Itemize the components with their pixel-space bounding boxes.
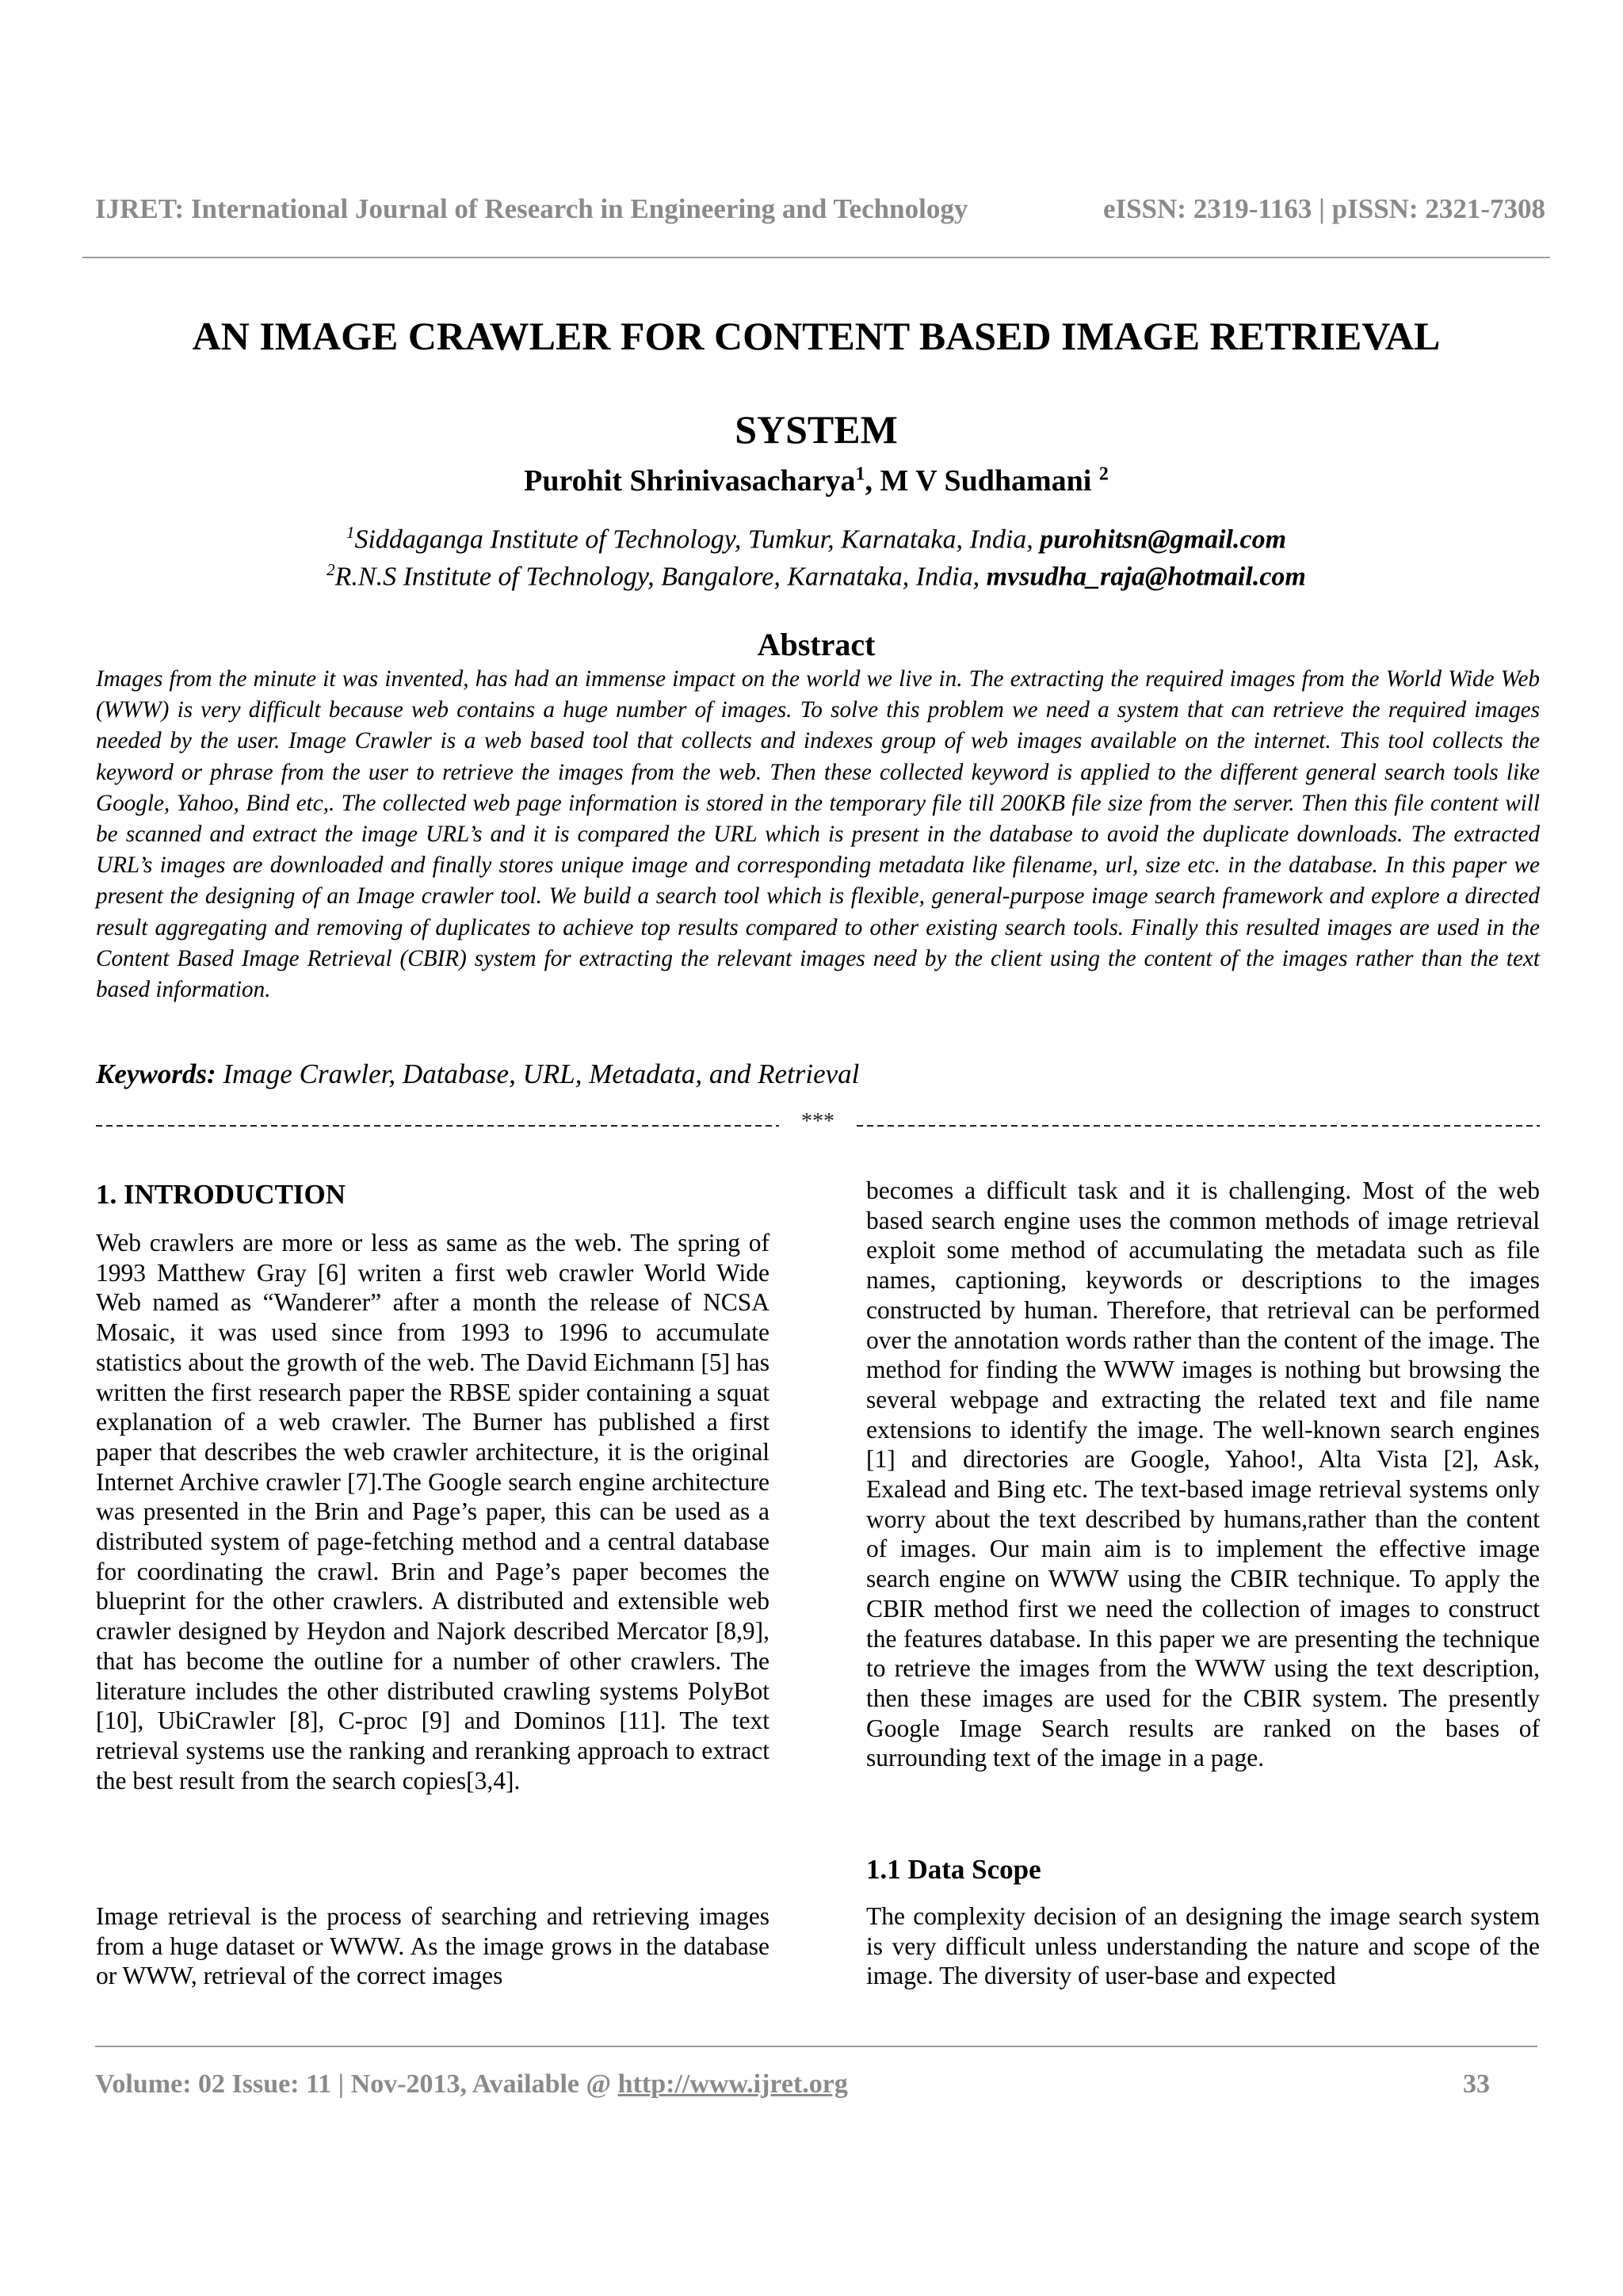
- journal-url-link[interactable]: http://www.ijret.org: [617, 2069, 848, 2099]
- section-1-1-heading: 1.1 Data Scope: [866, 1854, 1041, 1885]
- svg-text:***: ***: [801, 1111, 834, 1133]
- title-line-1: AN IMAGE CRAWLER FOR CONTENT BASED IMAGE RETRIEVAL: [192, 314, 1441, 358]
- affiliation-2-email[interactable]: mvsudha_raja@hotmail.com: [986, 562, 1306, 592]
- issn-info: eISSN: 2319-1163 | pISSN: 2321-7308: [1102, 193, 1545, 224]
- footer-rule: [95, 2046, 1537, 2047]
- data-scope-paragraph: The complexity decision of an designing the image search system is very difficult unless understanding the nature and scope of the image. The diversity of user-base and expected: [866, 1902, 1540, 1990]
- journal-name: IJRET: International Journal of Research in Engineering and Technology: [95, 193, 968, 224]
- author-2: M V Sudhamani: [880, 464, 1099, 498]
- author-list: [82, 463, 1550, 498]
- affiliation-1: [82, 523, 1550, 555]
- intro-paragraph-1: Web crawlers are more or less as same as the web. The spring of 1993 Matthew Gray [6] writen a first web crawler World Wide Web named as “Wanderer” after a month the release of NCSA Mosaic, it was used since from 1993 to 1996 to accumulate statistics about the growth of the web. The David Eichmann [5] has written the first research paper the RBSE spider containing a squat explanation of a web crawler. The Burner has published a first paper that describes the web crawler architecture, it is the original Internet Archive crawler [7].The Google search engine architecture was presented in the Brin and Page’s paper, this can be used as a distributed system of page-fetching method and a central database for coordinating the crawl. Brin and Page’s paper becomes the blueprint for the other crawlers. A distributed and extensible web crawler designed by Heydon and Najork described Mercator [8,9], that has become the outline for a number of other crawlers. The literature includes the other distributed crawling systems PolyBot [10], UbiCrawler [8], C-proc [9] and Dominos [11]. The text retrieval systems use the ranking and reranking approach to extract the best result from the search copies[3,4].: [96, 1229, 769, 1794]
- affiliation-2-mark: 2: [327, 560, 335, 579]
- keywords-label: Keywords:: [96, 1058, 216, 1089]
- keywords: [96, 1058, 1540, 1090]
- section-1-heading: 1. INTRODUCTION: [96, 1179, 346, 1210]
- author-separator: ,: [865, 464, 880, 498]
- page-footer: [95, 2069, 1490, 2100]
- intro-paragraph-3: becomes a difficult task and it is challenging. Most of the web based search engine uses the common methods of image retrieval exploit some method of accumulating the metadata such as file names, captioning, keywords or descriptions to the images constructed by human. Therefore, that retrieval can be performed over the annotation words rather than the content of the image. The method for finding the WWW images is nothing but browsing the several webpage and extracting the related text and file name extensions to identify the image. The well-known search engines [1] and directories are Google, Yahoo!, Alta Vista [2], Ask, Exalead and Bing etc. The text-based image retrieval systems only worry about the text described by humans,rather than the content of images. Our main aim is to implement the effective image search engine on WWW using the CBIR technique. To apply the CBIR method first we need the collection of images to construct the features database. In this paper we are presenting the technique to retrieve the images from the WWW using the text description, then these images are used for the CBIR system. The presently Google Image Search results are ranked on the bases of surrounding text of the image in a page.: [866, 1177, 1540, 1772]
- affiliation-1-mark: 1: [346, 523, 355, 542]
- author-1: Purohit Shrinivasacharya: [524, 464, 856, 498]
- page-number: 33: [1463, 2069, 1490, 2099]
- header-rule: [82, 257, 1550, 258]
- abstract-heading: Abstract: [757, 627, 876, 662]
- author-1-affil-mark: 1: [855, 463, 865, 485]
- affiliation-2-text: R.N.S Institute of Technology, Bangalore, Karnataka, India,: [334, 562, 987, 592]
- affiliation-1-text: Siddaganga Institute of Technology, Tumkur, Karnataka, India,: [354, 524, 1041, 555]
- affiliation-2: [82, 560, 1550, 592]
- intro-paragraph-2: Image retrieval is the process of searching and retrieving images from a huge dataset or WWW. As the image grows in the database or WWW, retrieval of the correct images: [96, 1902, 769, 1990]
- footer-volume-info: Volume: 02 Issue: 11 | Nov-2013, Available @: [95, 2069, 618, 2099]
- abstract-body: Images from the minute it was invented, has had an immense impact on the world we live in. The extracting the required images from the World Wide Web (WWW) is very difficult because web contains a huge number of images. To solve this problem we need a system that can retrieve the required images needed by the user. Image Crawler is a web based tool that collects and indexes group of web images available on the internet. This tool collects the keyword or phrase from the user to retrieve the images from the web. Then these collected keyword is applied to the different general search tools like Google, Yahoo, Bind etc,. The collected web page information is stored in the temporary file till 200KB file size from the server. Then this file content will be scanned and extract the image URL’s and it is compared the URL which is present in the database to avoid the duplicate downloads. The extracted URL’s images are downloaded and finally stores unique image and corresponding metadata like filename, url, size etc. in the database. In this paper we present the designing of an Image crawler tool. We build a search tool which is flexible, general-purpose image search framework and explore a directed result aggregating and removing of duplicates to achieve top results compared to other existing search tools. Finally this resulted images are used in the Content Based Image Retrieval (CBIR) system for extracting the relevant images need by the client using the content of the images rather than the text based information.: [96, 666, 1540, 1003]
- affiliation-1-email[interactable]: purohitsn@gmail.com: [1040, 524, 1287, 555]
- keywords-text: Image Crawler, Database, URL, Metadata, and Retrieval: [216, 1058, 860, 1089]
- paper-title: [82, 289, 1550, 476]
- section-separator: [96, 1111, 1540, 1133]
- title-line-2: SYSTEM: [735, 407, 898, 452]
- author-2-affil-mark: 2: [1098, 463, 1109, 485]
